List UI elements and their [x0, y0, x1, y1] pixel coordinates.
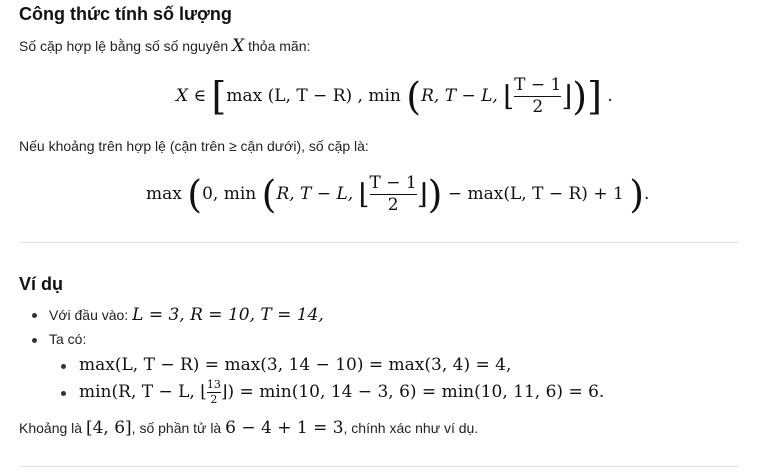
floor-left-2: ⌊: [358, 177, 370, 211]
bullet-item-input: [49, 305, 324, 325]
bullet-input-label: Với đầu vào:: [49, 307, 129, 323]
sub-min-post: ⌋) = min(10, 14 − 3, 6) = min(10, 11, 6) = 6.: [220, 382, 605, 402]
formula-inner-2: R, T − L,: [276, 184, 354, 204]
formula-count: [146, 168, 649, 220]
floor-left: ⌊: [503, 79, 515, 113]
conclusion-calc: 6 − 4 + 1 = 3: [225, 418, 344, 438]
bullet-item-have: Ta có:: [49, 331, 87, 347]
fraction-t-minus-1-over-2: [514, 76, 561, 116]
formula-in-symbol: ∈: [193, 86, 207, 106]
condition-paragraph: Nếu khoảng trên hợp lệ (cận trên ≥ cận dưới), số cặp là:: [19, 138, 369, 154]
formula-max: max: [146, 184, 182, 204]
right-paren: ): [572, 74, 588, 119]
conclusion-post: , chính xác như ví dụ.: [343, 420, 479, 436]
sub-min-pre: min(R, T − L, ⌊: [79, 382, 207, 402]
right-bracket: ]: [587, 74, 602, 119]
fraction-2: [370, 174, 417, 214]
fraction-numerator: T − 1: [514, 75, 562, 96]
bullet-input-math: L = 3, R = 10, T = 14,: [132, 305, 324, 325]
sub-bullet-2: [61, 391, 66, 396]
section-title-formula: Công thức tính số lượng: [19, 4, 232, 24]
bullet-2: [32, 338, 37, 343]
formula-max-min: max (L, T − R) , min: [226, 86, 401, 106]
formula-inner: R, T − L,: [421, 86, 498, 106]
fraction-denominator-2: 2: [387, 195, 399, 215]
intro-paragraph: [19, 36, 310, 56]
formula-interval: [176, 70, 613, 122]
formula-end-2: .: [644, 184, 650, 204]
formula-lhs: X: [176, 86, 189, 106]
divider-2: [19, 466, 739, 467]
right-paren-inner: ): [427, 172, 443, 217]
fraction-13: 13: [206, 377, 221, 391]
sub-item-max: max(L, T − R) = max(3, 14 − 10) = max(3, 4) = 4,: [79, 355, 512, 375]
floor-right-2: ⌋: [416, 177, 428, 211]
formula-zero-min: 0, min: [202, 184, 257, 204]
conclusion-paragraph: [19, 418, 478, 438]
left-paren: (: [406, 74, 422, 119]
sub-item-min: [79, 378, 604, 406]
intro-text: Số cặp hợp lệ bằng số số nguyên: [19, 38, 229, 54]
conclusion-range: [4, 6]: [85, 418, 132, 438]
left-paren-inner: (: [261, 172, 277, 217]
formula-tail: − max(L, T − R) + 1: [447, 184, 624, 204]
conclusion-mid: , số phần tử là: [131, 420, 222, 436]
divider-1: [19, 242, 739, 243]
fraction-numerator-2: T − 1: [369, 173, 417, 194]
sub-bullet-1: [61, 364, 66, 369]
fraction-2: 2: [210, 393, 218, 406]
left-bracket: [: [211, 74, 227, 119]
intro-variable: X: [232, 36, 245, 56]
fraction-denominator: 2: [532, 97, 544, 117]
fraction-13-over-2: [207, 379, 221, 406]
right-paren-outer: ): [629, 172, 645, 217]
floor-right: ⌋: [561, 79, 573, 113]
left-paren-outer: (: [187, 172, 203, 217]
conclusion-pre: Khoảng là: [19, 420, 83, 436]
bullet-1: [32, 313, 37, 318]
intro-text-end: thỏa mãn:: [248, 38, 311, 54]
formula-end: .: [607, 86, 613, 106]
section-title-example: Ví dụ: [19, 274, 63, 294]
